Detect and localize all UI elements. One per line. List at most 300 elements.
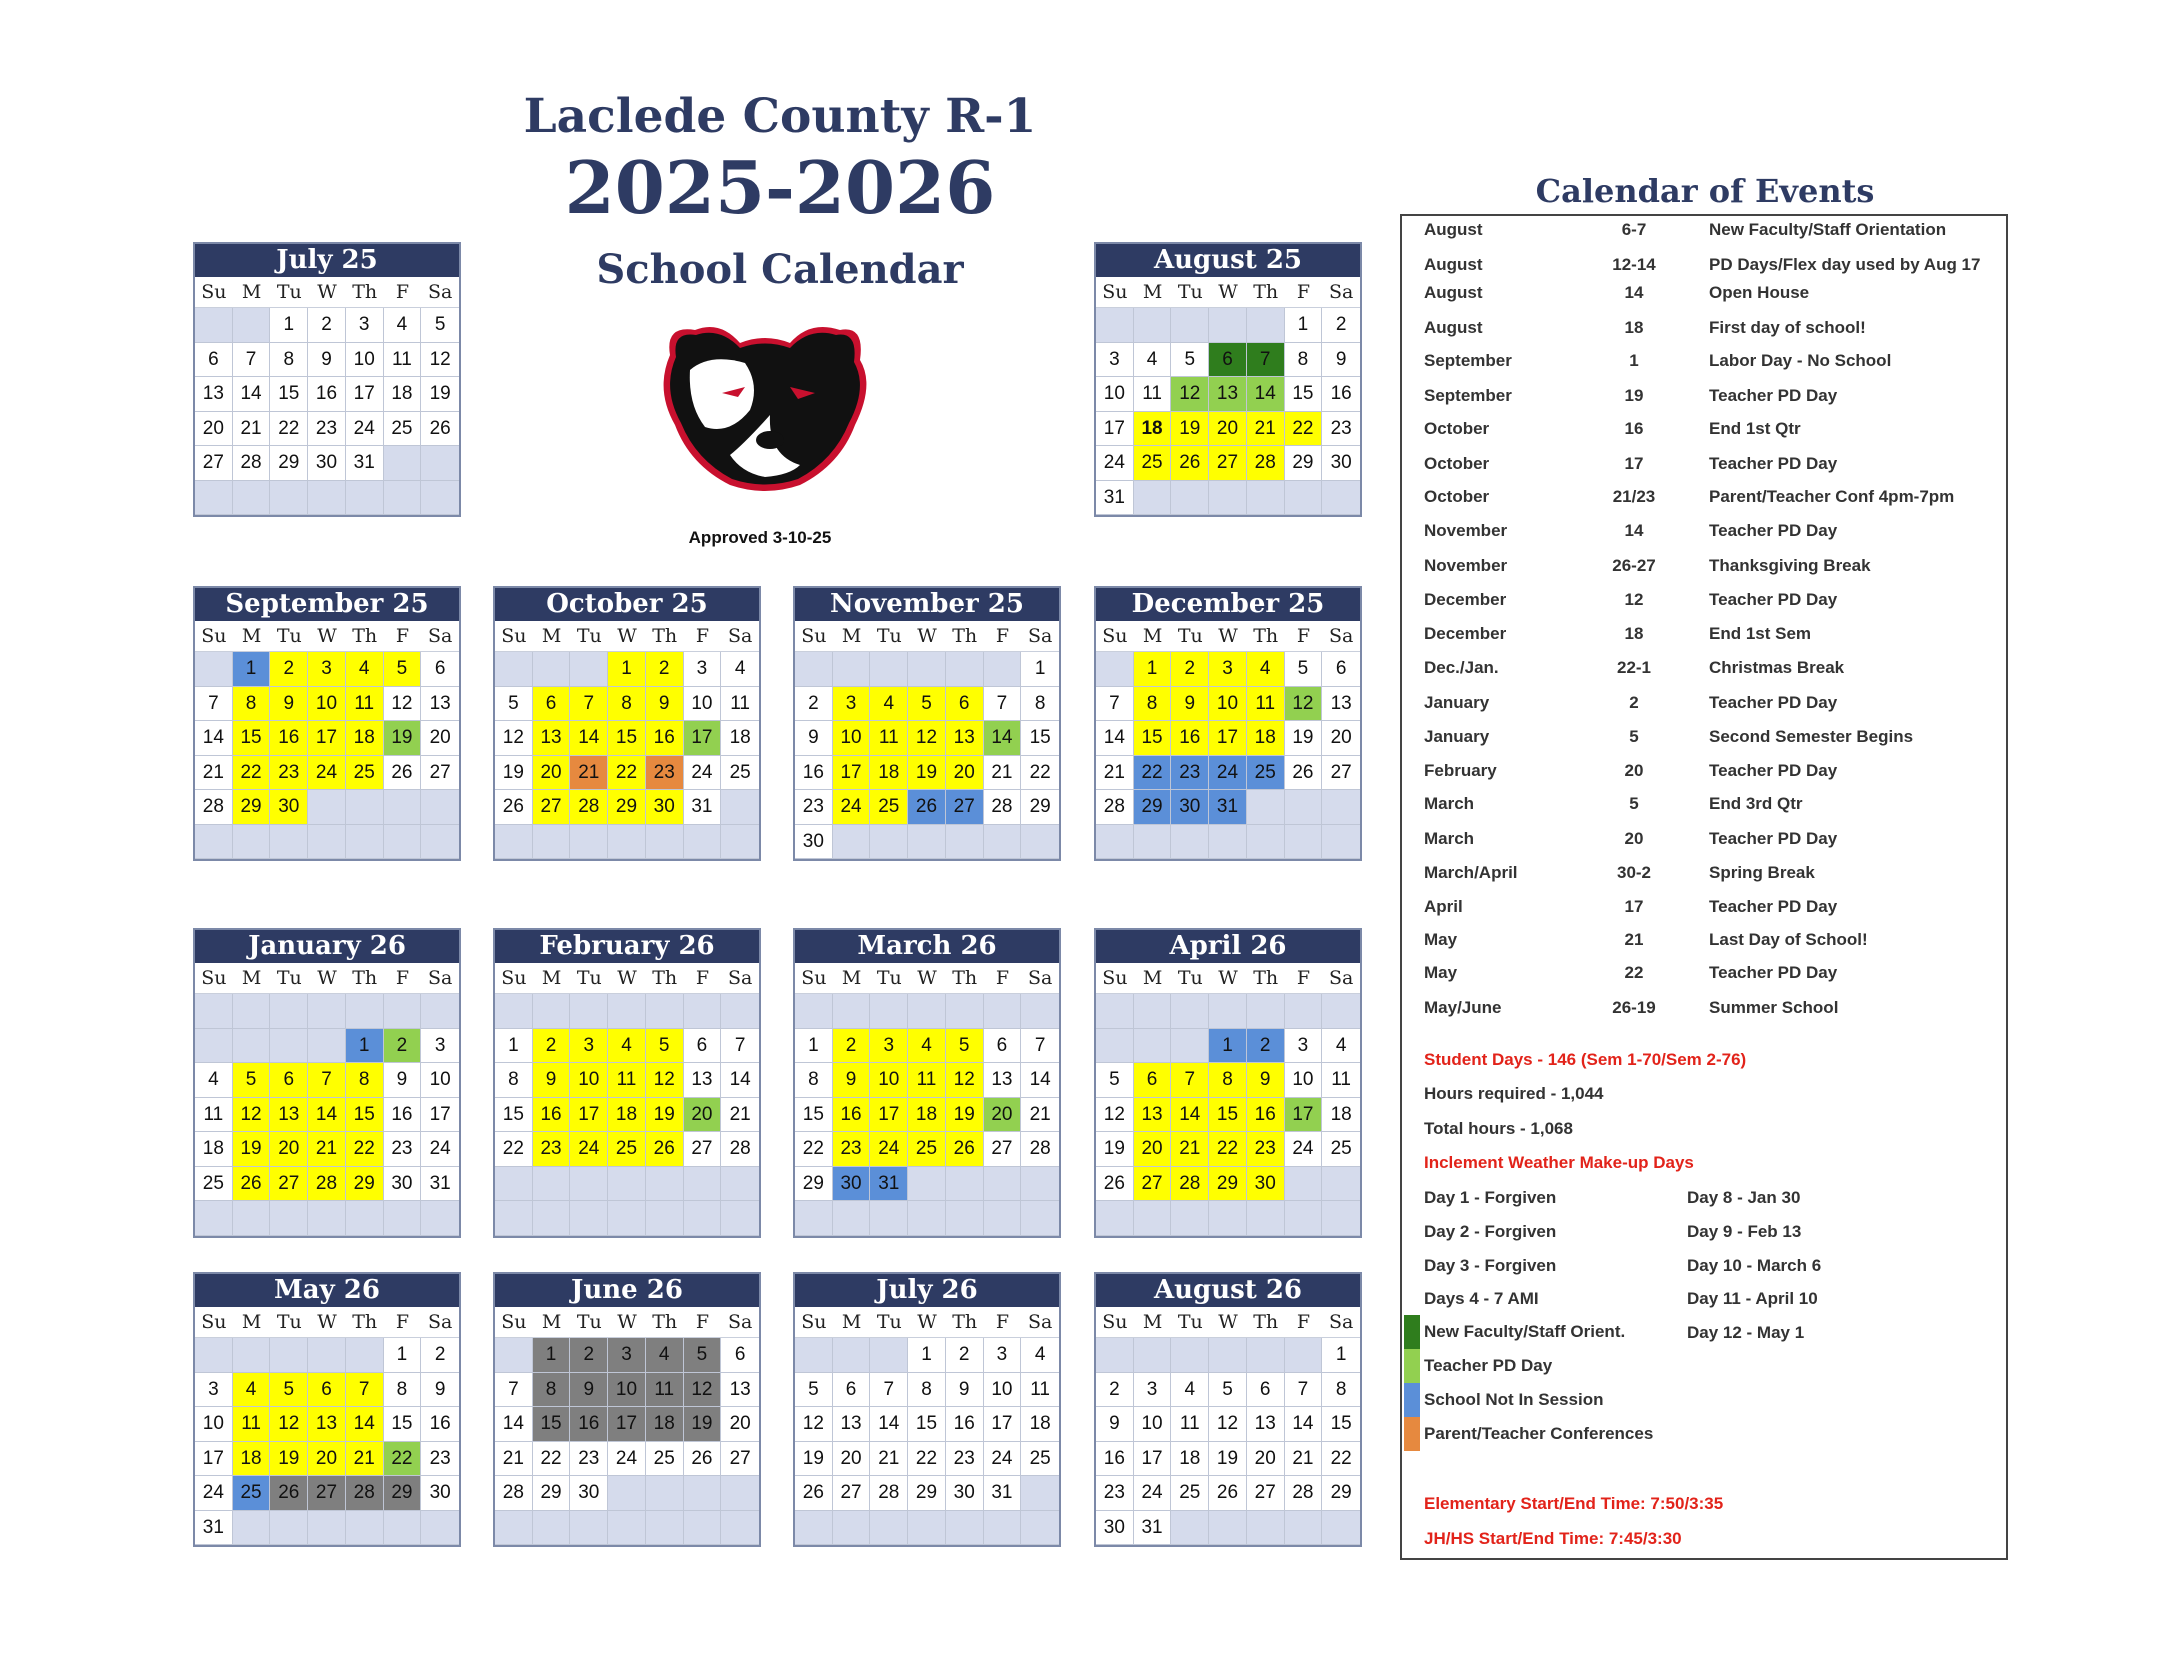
event-date: 12 [1624, 590, 1644, 609]
empty-cell [533, 1511, 571, 1546]
day-cell: 12 [795, 1407, 833, 1442]
day-cell: 14 [1021, 1063, 1059, 1098]
day-cell: 26 [270, 1476, 308, 1511]
month-title: March 26 [795, 930, 1059, 963]
day-cell: 10 [1134, 1407, 1172, 1442]
weekday-label: F [395, 1311, 410, 1333]
event-date: 14 [1624, 521, 1644, 540]
empty-cell [908, 1201, 946, 1236]
weekday-label: F [995, 967, 1010, 989]
empty-cell [384, 1511, 422, 1546]
day-cell: 30 [570, 1476, 608, 1511]
day-cell: 20 [533, 756, 571, 791]
day-cell: 6 [533, 687, 571, 722]
jh-hs-start-end-time: JH/HS Start/End Time: 7:45/3:30 [1424, 1529, 1682, 1548]
empty-cell [1322, 1201, 1360, 1236]
event-month: Dec./Jan. [1424, 658, 1499, 677]
day-cell: 20 [421, 721, 459, 756]
empty-cell [1209, 825, 1247, 860]
weekday-label: Tu [1177, 1311, 1203, 1333]
day-cell: 12 [946, 1063, 984, 1098]
event-date: 17 [1624, 897, 1644, 916]
day-cell: 5 [684, 1338, 722, 1373]
day-cell: 7 [1247, 343, 1285, 378]
day-cell: 18 [195, 1132, 233, 1167]
event-description: Thanksgiving Break [1709, 556, 1871, 575]
day-grid [1096, 652, 1360, 859]
day-cell: 8 [346, 1063, 384, 1098]
day-cell: 11 [1171, 1407, 1209, 1442]
day-cell: 15 [233, 721, 271, 756]
day-cell: 15 [1322, 1407, 1360, 1442]
day-cell: 10 [195, 1407, 233, 1442]
day-cell: 8 [608, 687, 646, 722]
empty-cell [1247, 825, 1285, 860]
weekday-label: Sa [427, 625, 453, 647]
weekday-label: Th [952, 967, 978, 989]
empty-cell [1322, 481, 1360, 516]
makeup-day: Day 9 - Feb 13 [1687, 1222, 1802, 1241]
day-cell: 18 [1247, 721, 1285, 756]
day-cell: 5 [270, 1373, 308, 1408]
day-cell: 6 [833, 1373, 871, 1408]
empty-cell [1285, 994, 1323, 1029]
day-cell: 17 [1134, 1442, 1172, 1477]
day-cell: 28 [195, 790, 233, 825]
event-month: December [1424, 590, 1507, 609]
month-calendar [1094, 1272, 1362, 1547]
event-description: Second Semester Begins [1709, 727, 1914, 746]
day-cell: 29 [533, 1476, 571, 1511]
day-cell: 9 [570, 1373, 608, 1408]
day-cell: 25 [721, 756, 759, 791]
day-cell: 2 [1247, 1029, 1285, 1064]
day-cell: 10 [684, 687, 722, 722]
weekday-label: Su [1102, 1311, 1128, 1333]
empty-cell [270, 481, 308, 516]
day-cell: 1 [533, 1338, 571, 1373]
event-date: 26-19 [1612, 998, 1656, 1017]
day-cell: 25 [908, 1132, 946, 1167]
day-cell: 6 [684, 1029, 722, 1064]
day-cell: 22 [608, 756, 646, 791]
weekday-label: Tu [1177, 281, 1203, 303]
empty-cell [984, 994, 1022, 1029]
weekday-label: W [317, 281, 337, 303]
day-cell: 2 [833, 1029, 871, 1064]
weekday-label: Tu [576, 625, 602, 647]
empty-cell [1209, 1511, 1247, 1546]
day-cell: 8 [495, 1063, 533, 1098]
event-month: November [1424, 556, 1508, 575]
event-month: February [1424, 761, 1497, 780]
month-calendar [793, 928, 1061, 1238]
day-cell: 10 [870, 1063, 908, 1098]
day-cell: 24 [1209, 756, 1247, 791]
day-cell: 29 [1322, 1476, 1360, 1511]
empty-cell [1134, 825, 1172, 860]
day-cell: 27 [1209, 446, 1247, 481]
day-cell: 13 [1209, 377, 1247, 412]
day-cell: 10 [1209, 687, 1247, 722]
day-cell: 3 [570, 1029, 608, 1064]
empty-cell [833, 994, 871, 1029]
day-cell: 1 [1209, 1029, 1247, 1064]
day-cell: 30 [1322, 446, 1360, 481]
makeup-day: Day 11 - April 10 [1687, 1289, 1818, 1308]
day-cell: 20 [1247, 1442, 1285, 1477]
day-cell: 15 [908, 1407, 946, 1442]
day-cell: 9 [533, 1063, 571, 1098]
empty-cell [1171, 1511, 1209, 1546]
day-cell: 19 [1285, 721, 1323, 756]
day-cell: 5 [495, 687, 533, 722]
empty-cell [270, 825, 308, 860]
day-cell: 20 [984, 1098, 1022, 1133]
event-date: 16 [1624, 419, 1644, 438]
event-month: October [1424, 419, 1490, 438]
day-cell: 23 [533, 1132, 571, 1167]
day-cell: 10 [421, 1063, 459, 1098]
day-cell: 7 [346, 1373, 384, 1408]
event-description: End 1st Sem [1709, 624, 1812, 643]
event-month: October [1424, 487, 1490, 506]
event-description: Spring Break [1709, 863, 1815, 882]
event-date: 6-7 [1621, 220, 1647, 239]
empty-cell [684, 1167, 722, 1202]
empty-cell [1096, 1029, 1134, 1064]
day-cell: 6 [984, 1029, 1022, 1064]
empty-cell [946, 1511, 984, 1546]
day-cell: 4 [1247, 652, 1285, 687]
empty-cell [533, 825, 571, 860]
day-cell: 21 [346, 1442, 384, 1477]
empty-cell [346, 1338, 384, 1373]
approved-date: Approved 3-10-25 [688, 528, 832, 547]
district-name: Laclede County R-1 [523, 89, 1037, 144]
empty-cell [1209, 994, 1247, 1029]
day-grid [195, 652, 459, 859]
empty-cell [833, 825, 871, 860]
day-cell: 14 [721, 1063, 759, 1098]
day-cell: 5 [384, 652, 422, 687]
event-description: Last Day of School! [1709, 930, 1868, 949]
day-cell: 5 [946, 1029, 984, 1064]
empty-cell [195, 481, 233, 516]
day-cell: 10 [346, 343, 384, 378]
event-month: March/April [1424, 863, 1518, 882]
day-cell: 24 [308, 756, 346, 791]
empty-cell [608, 1476, 646, 1511]
day-cell: 5 [1171, 343, 1209, 378]
empty-cell [908, 994, 946, 1029]
weekday-label: Su [1102, 967, 1128, 989]
day-cell: 3 [195, 1373, 233, 1408]
weekday-label: Sa [727, 625, 753, 647]
event-date: 12-14 [1612, 255, 1656, 274]
empty-cell [1285, 825, 1323, 860]
empty-cell [421, 446, 459, 481]
day-cell: 22 [1209, 1132, 1247, 1167]
event-date: 2 [1629, 693, 1639, 712]
day-cell: 7 [1021, 1029, 1059, 1064]
day-cell: 24 [1096, 446, 1134, 481]
weekday-label: Su [201, 281, 227, 303]
day-cell: 14 [1096, 721, 1134, 756]
empty-cell [570, 1201, 608, 1236]
day-cell: 11 [195, 1098, 233, 1133]
empty-cell [421, 1201, 459, 1236]
day-cell: 5 [421, 308, 459, 343]
day-cell: 7 [1096, 687, 1134, 722]
weekday-header [195, 1307, 459, 1338]
day-cell: 21 [195, 756, 233, 791]
bear-mascot-logo [650, 315, 880, 495]
weekday-label: M [241, 281, 262, 303]
event-month: May [1424, 963, 1458, 982]
day-cell: 1 [384, 1338, 422, 1373]
weekday-label: Su [201, 625, 227, 647]
day-cell: 16 [1171, 721, 1209, 756]
day-cell: 2 [570, 1338, 608, 1373]
day-cell: 23 [1322, 412, 1360, 447]
month-title: August 25 [1096, 244, 1360, 277]
empty-cell [570, 652, 608, 687]
legend-swatch [1404, 1417, 1420, 1451]
empty-cell [646, 1476, 684, 1511]
day-cell: 16 [1096, 1442, 1134, 1477]
day-cell: 2 [308, 308, 346, 343]
day-cell: 3 [1134, 1373, 1172, 1408]
day-cell: 2 [384, 1029, 422, 1064]
day-cell: 16 [570, 1407, 608, 1442]
day-cell: 4 [233, 1373, 271, 1408]
day-cell: 17 [1096, 412, 1134, 447]
day-cell: 15 [346, 1098, 384, 1133]
weekday-label: F [695, 1311, 710, 1333]
empty-cell [1285, 1338, 1323, 1373]
empty-cell [1096, 825, 1134, 860]
event-description: Teacher PD Day [1709, 521, 1838, 540]
day-cell: 17 [870, 1098, 908, 1133]
event-month: December [1424, 624, 1507, 643]
weekday-label: Su [1102, 281, 1128, 303]
empty-cell [646, 1167, 684, 1202]
weekday-label: M [1142, 281, 1163, 303]
day-cell: 24 [346, 412, 384, 447]
day-cell: 31 [984, 1476, 1022, 1511]
empty-cell [684, 1511, 722, 1546]
day-cell: 10 [833, 721, 871, 756]
month-calendar [493, 586, 761, 861]
day-cell: 13 [1134, 1098, 1172, 1133]
weekday-header [795, 963, 1059, 994]
empty-cell [795, 994, 833, 1029]
weekday-label: Sa [727, 967, 753, 989]
weekday-label: M [1142, 967, 1163, 989]
empty-cell [1021, 1201, 1059, 1236]
day-cell: 14 [870, 1407, 908, 1442]
day-cell: 7 [984, 687, 1022, 722]
day-cell: 7 [570, 687, 608, 722]
day-cell: 20 [308, 1442, 346, 1477]
weekday-label: F [395, 967, 410, 989]
day-cell: 27 [1134, 1167, 1172, 1202]
day-grid [495, 994, 759, 1236]
empty-cell [346, 1511, 384, 1546]
weekday-label: Sa [1027, 1311, 1053, 1333]
empty-cell [908, 1511, 946, 1546]
day-cell: 2 [1171, 652, 1209, 687]
empty-cell [608, 994, 646, 1029]
day-cell: 1 [270, 308, 308, 343]
day-cell: 22 [1322, 1442, 1360, 1477]
day-cell: 30 [833, 1167, 871, 1202]
empty-cell [646, 994, 684, 1029]
day-cell: 24 [195, 1476, 233, 1511]
empty-cell [1096, 1201, 1134, 1236]
day-cell: 24 [684, 756, 722, 791]
empty-cell [870, 652, 908, 687]
day-cell: 26 [1209, 1476, 1247, 1511]
day-cell: 30 [1096, 1511, 1134, 1546]
day-cell: 23 [308, 412, 346, 447]
day-cell: 15 [1021, 721, 1059, 756]
day-cell: 3 [1209, 652, 1247, 687]
empty-cell [646, 1201, 684, 1236]
event-date: 30-2 [1616, 863, 1652, 882]
day-cell: 29 [233, 790, 271, 825]
event-date: 21/23 [1612, 487, 1656, 506]
empty-cell [233, 994, 271, 1029]
day-cell: 5 [795, 1373, 833, 1408]
weekday-label: W [917, 1311, 937, 1333]
day-cell: 24 [1134, 1476, 1172, 1511]
weekday-label: Su [801, 1311, 827, 1333]
day-cell: 8 [533, 1373, 571, 1408]
month-calendar [193, 242, 461, 517]
day-cell: 28 [1171, 1167, 1209, 1202]
weekday-label: M [1142, 1311, 1163, 1333]
weekday-label: Su [1102, 625, 1128, 647]
month-calendar [1094, 586, 1362, 861]
empty-cell [684, 825, 722, 860]
event-description: Teacher PD Day [1709, 761, 1838, 780]
day-cell: 8 [795, 1063, 833, 1098]
event-date: 17 [1624, 454, 1644, 473]
event-description: First day of school! [1709, 318, 1866, 337]
title-block [520, 88, 1040, 300]
day-cell: 14 [308, 1098, 346, 1133]
day-cell: 27 [1247, 1476, 1285, 1511]
empty-cell [270, 1511, 308, 1546]
day-cell: 9 [1247, 1063, 1285, 1098]
weekday-label: F [995, 1311, 1010, 1333]
month-calendar [493, 928, 761, 1238]
day-cell: 21 [1021, 1098, 1059, 1133]
day-cell: 13 [195, 377, 233, 412]
day-cell: 9 [270, 687, 308, 722]
day-grid [495, 652, 759, 859]
weekday-label: F [1296, 967, 1311, 989]
makeup-day: Day 10 - March 6 [1687, 1256, 1822, 1275]
day-cell: 19 [646, 1098, 684, 1133]
day-cell: 4 [1171, 1373, 1209, 1408]
day-cell: 12 [270, 1407, 308, 1442]
month-title: June 26 [495, 1274, 759, 1307]
day-cell: 16 [833, 1098, 871, 1133]
day-grid [795, 994, 1059, 1236]
empty-cell [1134, 1338, 1172, 1373]
weekday-label: W [317, 967, 337, 989]
day-cell: 23 [833, 1132, 871, 1167]
day-cell: 9 [421, 1373, 459, 1408]
month-title: February 26 [495, 930, 759, 963]
day-cell: 13 [421, 687, 459, 722]
weekday-label: W [1218, 281, 1238, 303]
weekday-label: Tu [1177, 967, 1203, 989]
day-cell: 8 [1322, 1373, 1360, 1408]
day-cell: 14 [346, 1407, 384, 1442]
day-cell: 13 [270, 1098, 308, 1133]
event-date: 18 [1624, 624, 1644, 643]
weekday-label: Th [652, 625, 678, 647]
day-cell: 18 [721, 721, 759, 756]
day-cell: 31 [346, 446, 384, 481]
empty-cell [1171, 1201, 1209, 1236]
day-cell: 23 [646, 756, 684, 791]
empty-cell [833, 652, 871, 687]
weekday-label: Th [952, 625, 978, 647]
day-cell: 15 [495, 1098, 533, 1133]
day-cell: 12 [908, 721, 946, 756]
empty-cell [346, 825, 384, 860]
empty-cell [233, 825, 271, 860]
month-title: July 25 [195, 244, 459, 277]
day-cell: 18 [908, 1098, 946, 1133]
empty-cell [1285, 481, 1323, 516]
day-cell: 29 [384, 1476, 422, 1511]
month-calendar [493, 1272, 761, 1547]
month-title: December 25 [1096, 588, 1360, 621]
empty-cell [946, 1167, 984, 1202]
empty-cell [870, 1511, 908, 1546]
day-cell: 4 [908, 1029, 946, 1064]
empty-cell [833, 1338, 871, 1373]
day-cell: 10 [570, 1063, 608, 1098]
day-cell: 23 [1247, 1132, 1285, 1167]
day-cell: 9 [946, 1373, 984, 1408]
day-cell: 2 [1322, 308, 1360, 343]
empty-cell [608, 1167, 646, 1202]
day-cell: 6 [721, 1338, 759, 1373]
day-cell: 28 [570, 790, 608, 825]
day-cell: 11 [346, 687, 384, 722]
day-cell: 9 [833, 1063, 871, 1098]
day-cell: 2 [421, 1338, 459, 1373]
empty-cell [1171, 481, 1209, 516]
day-cell: 25 [1134, 446, 1172, 481]
month-title: January 26 [195, 930, 459, 963]
day-cell: 22 [533, 1442, 571, 1477]
day-grid [1096, 308, 1360, 515]
weekday-label: Su [801, 967, 827, 989]
empty-cell [346, 994, 384, 1029]
month-title: May 26 [195, 1274, 459, 1307]
day-cell: 20 [270, 1132, 308, 1167]
weekday-label: Sa [1328, 625, 1354, 647]
day-cell: 7 [1171, 1063, 1209, 1098]
